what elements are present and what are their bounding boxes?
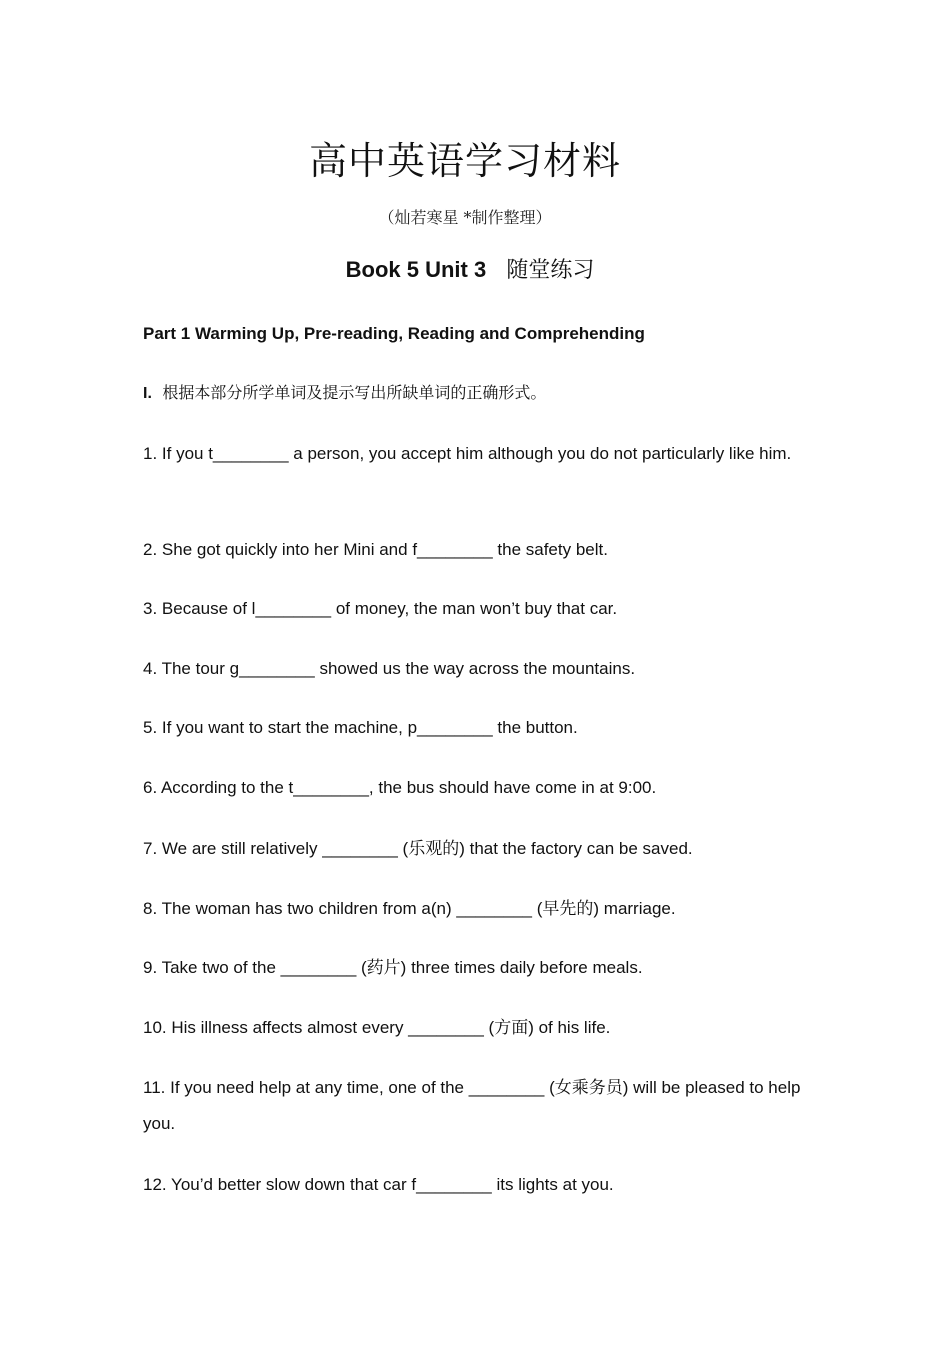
exercise-question: 2. She got quickly into her Mini and f________ the safety belt.	[143, 540, 608, 559]
exercise-question: 6. According to the t________, the bus should have come in at 9:00.	[143, 778, 657, 797]
exercise-question: 12. You’d better slow down that car f________ its lights at you.	[143, 1175, 614, 1194]
exercise-question: 1. If you t________ a person, you accept him although you do not particularly like him.	[143, 444, 792, 463]
section-number: I.	[143, 385, 152, 402]
document-subtitle: （灿若寒星 *制作整理）	[378, 208, 552, 227]
exercise-question: 5. If you want to start the machine, p________ the button.	[143, 718, 578, 737]
exercise-question: 4. The tour g________ showed us the way across the mountains.	[143, 659, 636, 678]
unit-heading-english: Book 5 Unit 3	[345, 257, 487, 282]
exercise-question: 8. The woman has two children from a(n) ________ (早先的) marriage.	[143, 899, 676, 918]
document-title: 高中英语学习材料	[308, 139, 621, 183]
exercise-question: 9. Take two of the ________ (药片) three times daily before meals.	[143, 958, 643, 977]
unit-heading-chinese: 随堂练习	[506, 258, 595, 283]
exercise-question: 10. His illness affects almost every ________ (方面) of his life.	[143, 1018, 611, 1037]
section-instruction	[143, 381, 546, 406]
exercise-question: 11. If you need help at any time, one of the ________ (女乘务员) will be pleased to help you.	[143, 1078, 801, 1133]
section-instruction-text: 根据本部分所学单词及提示写出所缺单词的正确形式。	[162, 383, 547, 402]
unit-heading	[0, 254, 940, 287]
exercise-question: 3. Because of l________ of money, the man won’t buy that car.	[143, 599, 618, 618]
exercise-question: 7. We are still relatively ________ (乐观的) that the factory can be saved.	[143, 839, 693, 858]
part-title: Part 1 Warming Up, Pre-reading, Reading and Comprehending	[143, 324, 645, 343]
